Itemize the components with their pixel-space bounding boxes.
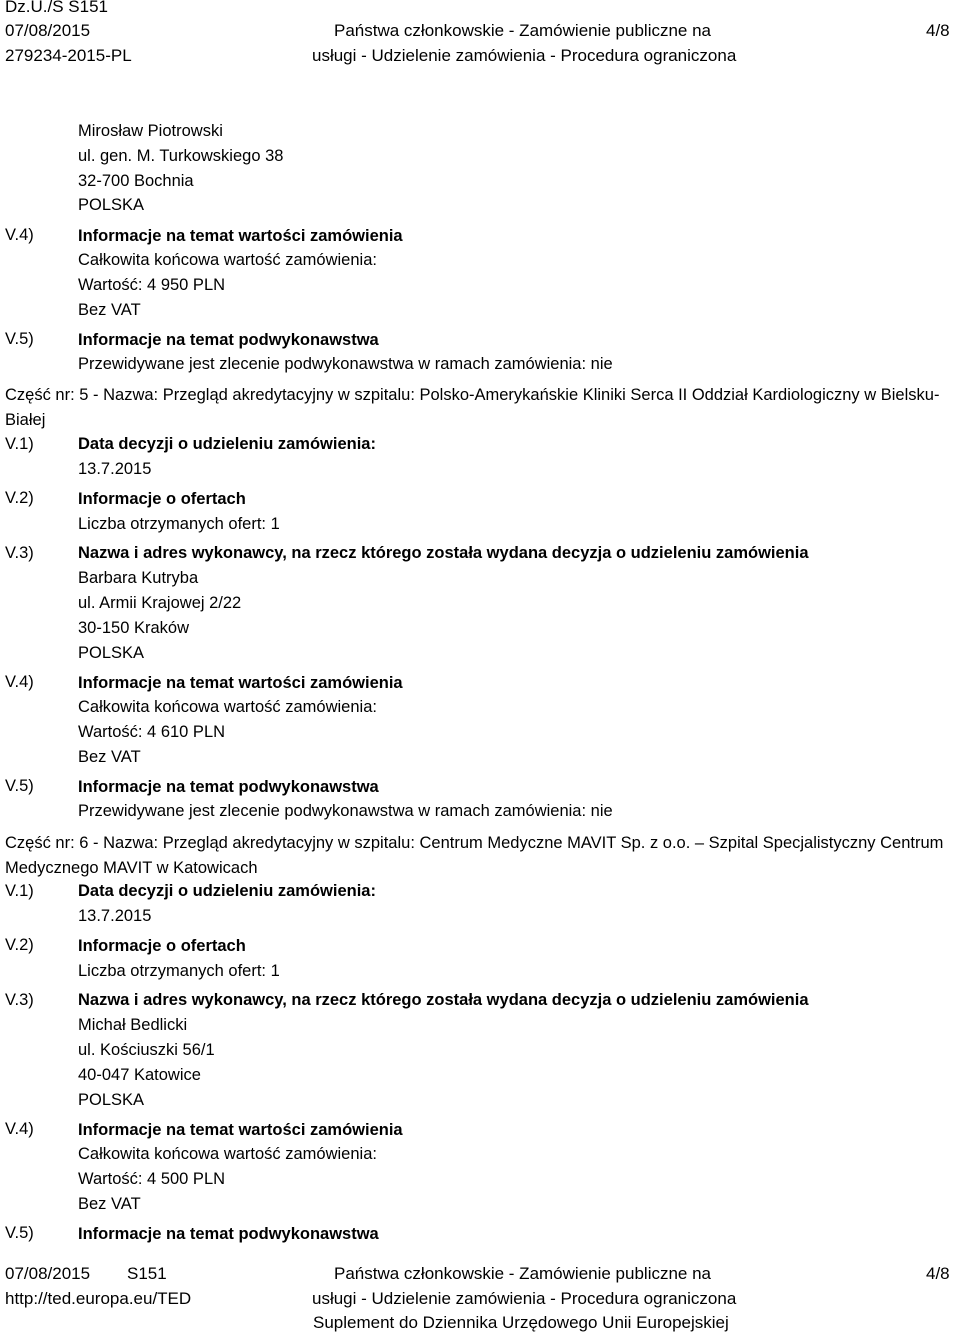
section-heading: Informacje na temat podwykonawstwa [78,331,379,349]
section-number: V.4) [5,226,34,244]
section-heading: Nazwa i adres wykonawcy, na rzecz którego została wydana decyzja o udzieleniu zamówienia [78,544,809,562]
value-amount: Wartość: 4 500 PLN [78,1170,226,1188]
contractor-line: Mirosław Piotrowski [78,122,223,140]
section-heading: Data decyzji o udzieleniu zamówienia: [78,882,376,900]
value-label: Całkowita końcowa wartość zamówienia: [78,251,377,269]
section-heading: Informacje na temat podwykonawstwa [78,1225,379,1243]
offers-count: Liczba otrzymanych ofert: 1 [78,515,280,533]
header-journal: Dz.U./S S151 [5,0,108,16]
section-number: V.5) [5,330,34,348]
section-number: V.2) [5,936,34,954]
header-date: 07/08/2015 [5,21,91,40]
contractor-line: 32-700 Bochnia [78,172,194,190]
part-title: Część nr: 6 - Nazwa: Przegląd akredytacyjny w szpitalu: Centrum Medyczne MAVIT Sp. z o.o. – Szpital Specjalistyczny Centrum Medycznego MAVIT w Katowicach [5,834,944,877]
section-heading: Informacje na temat wartości zamówienia [78,674,403,692]
header-doc-id: 279234-2015-PL [5,46,132,65]
footer-journal: S151 [127,1264,167,1283]
decision-date: 13.7.2015 [78,907,152,925]
decision-date: 13.7.2015 [78,460,152,478]
contractor-line: ul. Kościuszki 56/1 [78,1041,215,1059]
vat-note: Bez VAT [78,301,141,319]
footer-date: 07/08/2015 [5,1264,91,1283]
contractor-line: POLSKA [78,644,145,662]
value-amount: Wartość: 4 950 PLN [78,276,226,294]
footer-title-line1: Państwa członkowskie - Zamówienie publiczne na [334,1264,712,1283]
contractor-line: ul. Armii Krajowej 2/22 [78,594,242,612]
value-label: Całkowita końcowa wartość zamówienia: [78,698,377,716]
header-title-line1: Państwa członkowskie - Zamówienie publiczne na [334,21,712,40]
subcontracting-text: Przewidywane jest zlecenie podwykonawstwa w ramach zamówienia: nie [78,355,613,373]
footer-page-number: 4/8 [926,1264,950,1283]
offers-count: Liczba otrzymanych ofert: 1 [78,962,280,980]
footer-title-line3: Suplement do Dziennika Urzędowego Unii Europejskiej [313,1313,729,1332]
section-number: V.4) [5,1120,34,1138]
contractor-line: Michał Bedlicki [78,1016,188,1034]
vat-note: Bez VAT [78,748,141,766]
section-number: V.5) [5,777,34,795]
value-amount: Wartość: 4 610 PLN [78,723,226,741]
section-heading: Informacje na temat wartości zamówienia [78,227,403,245]
contractor-line: 30-150 Kraków [78,619,189,637]
contractor-line: 40-047 Katowice [78,1066,201,1084]
section-heading: Data decyzji o udzieleniu zamówienia: [78,435,376,453]
header-page-number: 4/8 [926,21,950,40]
value-label: Całkowita końcowa wartość zamówienia: [78,1145,377,1163]
section-number: V.3) [5,544,34,562]
vat-note: Bez VAT [78,1195,141,1213]
section-heading: Informacje na temat podwykonawstwa [78,778,379,796]
section-heading: Informacje o ofertach [78,490,246,508]
section-heading: Informacje o ofertach [78,937,246,955]
footer-ted-link[interactable]: http://ted.europa.eu/TED [5,1289,192,1308]
contractor-line: POLSKA [78,196,145,214]
section-number: V.1) [5,435,34,453]
section-number: V.3) [5,991,34,1009]
section-heading: Informacje na temat wartości zamówienia [78,1121,403,1139]
contractor-line: ul. gen. M. Turkowskiego 38 [78,147,284,165]
contractor-line: Barbara Kutryba [78,569,199,587]
contractor-line: POLSKA [78,1091,145,1109]
footer-title-line2: usługi - Udzielenie zamówienia - Procedura ograniczona [312,1289,737,1308]
subcontracting-text: Przewidywane jest zlecenie podwykonawstwa w ramach zamówienia: nie [78,802,613,820]
section-number: V.1) [5,882,34,900]
header-title-line2: usługi - Udzielenie zamówienia - Procedura ograniczona [312,46,737,65]
section-heading: Nazwa i adres wykonawcy, na rzecz którego została wydana decyzja o udzieleniu zamówienia [78,991,809,1009]
section-number: V.4) [5,673,34,691]
section-number: V.2) [5,489,34,507]
section-number: V.5) [5,1224,34,1242]
part-title: Część nr: 5 - Nazwa: Przegląd akredytacyjny w szpitalu: Polsko-Amerykańskie Kliniki Serca II Oddział Kardiologiczny w Bielsku-Białej [5,386,940,429]
